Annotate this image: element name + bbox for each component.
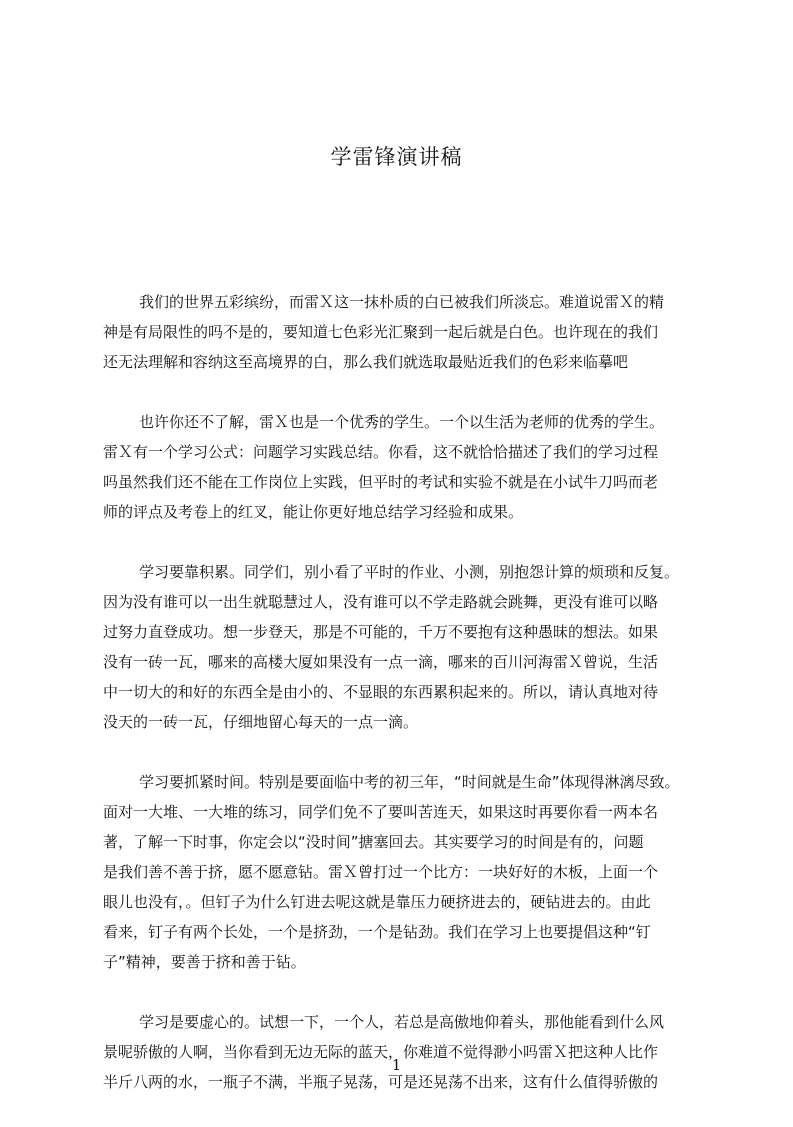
- paragraph-line: 学习要抓紧时间。特别是要面临中考的初三年，“时间就是生命”体现得淋漓尽致。: [139, 773, 680, 791]
- paragraph-line: 没有一砖一瓦，哪来的高楼大厦如果没有一点一滴，哪来的百川河海雷Ｘ曾说，生活: [103, 653, 659, 671]
- paragraph-line: 还无法理解和容纳这至高境界的白，那么我们就选取最贴近我们的色彩来临摹吧: [103, 353, 629, 371]
- paragraph-line: 过努力直登成功。想一步登天，那是不可能的，千万不要抱有这种愚昧的想法。如果: [103, 623, 659, 641]
- paragraph-line: 学习是要虚心的。试想一下，一个人，若总是高傲地仰着头，那他能看到什么风: [139, 1013, 665, 1031]
- paragraph-line: 是我们善不善于挤，愿不愿意钻。雷Ｘ曾打过一个比方：一块好好的木板，上面一个: [103, 863, 659, 881]
- paragraph-line: 我们的世界五彩缤纷，而雷Ｘ这一抹朴质的白已被我们所淡忘。难道说雷Ｘ的精: [139, 293, 665, 311]
- document-body: [103, 287, 703, 1127]
- paragraph-line: 师的评点及考卷上的红叉，能让你更好地总结学习经验和成果。: [103, 503, 524, 521]
- paragraph-line: 学习要靠积累。同学们，别小看了平时的作业、小测，别抱怨计算的烦琐和反复。: [139, 563, 680, 581]
- paragraph-line: 雷Ｘ有一个学习公式：问题学习实践总结。你看，这不就恰恰描述了我们的学习过程: [103, 443, 659, 461]
- page-number: 1: [391, 1056, 402, 1074]
- paragraph-line: 面对一大堆、一大堆的练习，同学们免不了要叫苦连天，如果这时再要你看一两本名: [103, 803, 659, 821]
- page-title: 学雷锋演讲稿: [330, 145, 463, 169]
- paragraph-line: 因为没有谁可以一出生就聪慧过人，没有谁可以不学走路就会跳舞，更没有谁可以略: [103, 593, 659, 611]
- paragraph-line: 神是有局限性的吗不是的，要知道七色彩光汇聚到一起后就是白色。也许现在的我们: [103, 323, 659, 341]
- paragraph-line: 没天的一砖一瓦，仔细地留心每天的一点一滴。: [103, 713, 419, 731]
- paragraph-line: 著，了解一下时事，你定会以“没时间”搪塞回去。其实要学习的时间是有的，问题: [103, 833, 644, 851]
- paragraph-3: [103, 557, 703, 737]
- paragraph-line: 中一切大的和好的东西全是由小的、不显眼的东西累积起来的。所以，请认真地对待: [103, 683, 659, 701]
- paragraph-line: 眼儿也没有，。但钉子为什么钉进去呢这就是靠压力硬挤进去的，硬钻进去的。由此: [103, 893, 651, 911]
- paragraph-line: 半斤八两的水，一瓶子不满，半瓶子晃荡，可是还晃荡不出来，这有什么值得骄傲的: [103, 1073, 659, 1091]
- paragraph-line: 也许你还不了解，雷Ｘ也是一个优秀的学生。一个以生活为老师的优秀的学生。: [139, 413, 665, 431]
- paragraph-4: [103, 767, 703, 977]
- paragraph-line: 景呢骄傲的人啊，当你看到无边无际的蓝天，你难道不觉得渺小吗雷Ｘ把这种人比作: [103, 1043, 659, 1061]
- paragraph-2: [103, 407, 703, 527]
- paragraph-line: 子”精神，要善于挤和善于钻。: [103, 953, 306, 971]
- paragraph-5: [103, 1007, 703, 1097]
- paragraph-line: 看来，钉子有两个长处，一个是挤劲，一个是钻劲。我们在学习上也要提倡这种“钉: [103, 923, 651, 941]
- paragraph-1: [103, 287, 703, 377]
- paragraph-line: 吗虽然我们还不能在工作岗位上实践，但平时的考试和实验不就是在小试牛刀吗而老: [103, 473, 659, 491]
